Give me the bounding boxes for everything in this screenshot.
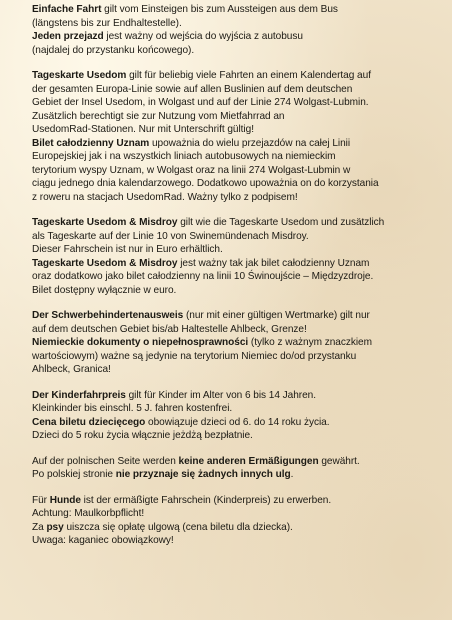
text-run: Auf der polnischen Seite werden xyxy=(32,455,179,467)
text-line xyxy=(32,284,446,298)
section-day-ticket-usedom-misdroy xyxy=(32,216,446,297)
text-run: Ahlbeck, Granica! xyxy=(32,364,111,375)
text-run: Kleinkinder bis einschl. 5 J. fahren kostenfrei. xyxy=(32,403,233,414)
text-line xyxy=(32,494,446,508)
bold-term: Der Kinderfahrpreis xyxy=(32,389,126,401)
text-line xyxy=(32,96,446,110)
text-run: gilt für beliebig viele Fahrten an einem Kalendertag auf xyxy=(126,70,371,81)
section-day-ticket-usedom xyxy=(32,69,446,204)
text-line xyxy=(32,230,446,244)
text-line xyxy=(32,110,446,124)
text-run: z roweru na stacjach UsedomRad. Ważny tylko z podpisem! xyxy=(32,191,298,203)
bold-term: Tageskarte Usedom xyxy=(32,70,127,81)
section-polish-side-discounts xyxy=(32,455,446,482)
text-run: Für xyxy=(32,494,50,506)
text-line xyxy=(32,455,446,469)
text-line xyxy=(32,429,446,443)
text-run: jest ważny tak jak bilet całodzienny Uznam xyxy=(177,257,370,269)
text-run: Gebiet der Insel Usedom, in Wolgast und auf der Linie 274 Wolgast-Lubmin. xyxy=(32,97,369,108)
text-line xyxy=(32,363,446,377)
text-line xyxy=(32,164,446,178)
text-run: als Tageskarte auf der Linie 10 von Swinemündenach Misdroy. xyxy=(32,230,309,242)
bold-term: keine anderen Ermäßigungen xyxy=(178,455,319,467)
section-child-fare xyxy=(32,389,446,443)
text-run: upoważnia do wielu przejazdów na całej Linii xyxy=(149,137,351,149)
text-run: Za xyxy=(32,521,47,533)
text-line xyxy=(32,323,446,337)
text-run: wartościowym) ważne są jedynie na terytorium Niemiec do/od przystanku xyxy=(32,350,357,362)
text-run: uiszcza się opłatę ulgową (cena biletu dla dziecka). xyxy=(63,521,293,533)
text-run: Po polskiej stronie xyxy=(32,469,116,480)
text-run: gilt für Kinder im Alter von 6 bis 14 Jahren. xyxy=(125,389,316,401)
text-line xyxy=(32,468,446,482)
text-run: (tylko z ważnym znaczkiem xyxy=(248,337,372,348)
text-run: (längstens bis zur Endhaltestelle). xyxy=(32,17,182,29)
text-line xyxy=(32,402,446,416)
text-line xyxy=(32,243,446,257)
bold-term: Bilet całodzienny Uznam xyxy=(32,137,150,149)
text-run: Dzieci do 5 roku życia włącznie jeżdżą bezpłatnie. xyxy=(32,430,253,441)
text-line xyxy=(32,416,446,430)
section-disability-pass xyxy=(32,309,446,377)
text-run: obowiązuje dzieci od 6. do 14 roku życia. xyxy=(145,416,330,428)
bold-term: Niemieckie dokumenty o niepełnosprawności xyxy=(32,337,249,348)
text-run: gilt wie die Tageskarte Usedom und zusätzlich xyxy=(177,217,385,228)
text-line xyxy=(32,309,446,323)
text-line xyxy=(32,534,446,548)
text-run: ist der ermäßigte Fahrschein (Kinderpreis) zu erwerben. xyxy=(80,494,332,506)
bold-term: Jeden przejazd xyxy=(32,31,104,42)
text-run: UsedomRad-Stationen. Nur mit Unterschrift gültig! xyxy=(32,124,254,135)
text-line xyxy=(32,44,446,58)
bold-term: Hunde xyxy=(49,494,81,506)
text-run: (najdalej do przystanku końcowego). xyxy=(32,44,195,56)
text-line xyxy=(32,177,446,191)
bold-term: psy xyxy=(46,521,64,533)
text-line xyxy=(32,123,446,137)
text-run: oraz dodatkowo jako bilet całodzienny na linii 10 Świnoujście – Międzyzdroje. xyxy=(32,271,374,282)
text-line xyxy=(32,521,446,535)
bold-term: Der Schwerbehindertenausweis xyxy=(32,310,184,321)
section-single-ride xyxy=(32,3,446,57)
text-line xyxy=(32,270,446,284)
text-line xyxy=(32,350,446,364)
text-line xyxy=(32,83,446,97)
text-line xyxy=(32,389,446,403)
text-run: Zusätzlich berechtigt sie zur Nutzung vom Mietfahrrad an xyxy=(32,110,285,122)
section-dogs xyxy=(32,494,446,548)
text-run: Dieser Fahrschein ist nur in Euro erhältlich. xyxy=(32,244,223,255)
text-line xyxy=(32,3,446,17)
text-line xyxy=(32,191,446,205)
bold-term: Tageskarte Usedom & Misdroy xyxy=(32,217,178,228)
text-run: auf dem deutschen Gebiet bis/ab Haltestelle Ahlbeck, Grenze! xyxy=(32,323,307,335)
text-run: Europejskiej jak i na wszystkich liniach autobusowych na niemieckim xyxy=(32,151,336,162)
text-run: der gesamten Europa-Linie sowie auf allen Buslinien auf dem deutschen xyxy=(32,83,353,95)
bold-term: Cena biletu dziecięcego xyxy=(32,416,146,428)
text-line xyxy=(32,507,446,521)
text-line xyxy=(32,30,446,44)
text-line xyxy=(32,17,446,31)
text-line xyxy=(32,137,446,151)
text-line xyxy=(32,257,446,271)
bold-term: Tageskarte Usedom & Misdroy xyxy=(32,257,178,269)
text-line xyxy=(32,150,446,164)
bold-term: Einfache Fahrt xyxy=(32,4,102,15)
text-run: gilt vom Einsteigen bis zum Aussteigen aus dem Bus xyxy=(101,4,338,15)
bold-term: nie przyznaje się żadnych innych ulg xyxy=(115,469,291,480)
text-run: jest ważny od wejścia do wyjścia z autobusu xyxy=(103,31,303,42)
text-run: Uwaga: kaganiec obowiązkowy! xyxy=(32,535,174,546)
text-run: ciągu jednego dnia kalendarzowego. Dodatkowo upoważnia on do korzystania xyxy=(32,178,379,189)
text-run: . xyxy=(290,469,294,480)
text-line xyxy=(32,336,446,350)
text-run: Achtung: Maulkorbpflicht! xyxy=(32,508,145,519)
text-line xyxy=(32,216,446,230)
text-run: gewährt. xyxy=(318,455,360,467)
text-line xyxy=(32,69,446,83)
text-run: terytorium wyspy Uznam, w Wolgast oraz na linii 274 Wolgast-Lubmin w xyxy=(32,164,351,176)
text-run: (nur mit einer gültigen Wertmarke) gilt nur xyxy=(183,310,370,321)
text-run: Bilet dostępny wyłącznie w euro. xyxy=(32,284,177,296)
